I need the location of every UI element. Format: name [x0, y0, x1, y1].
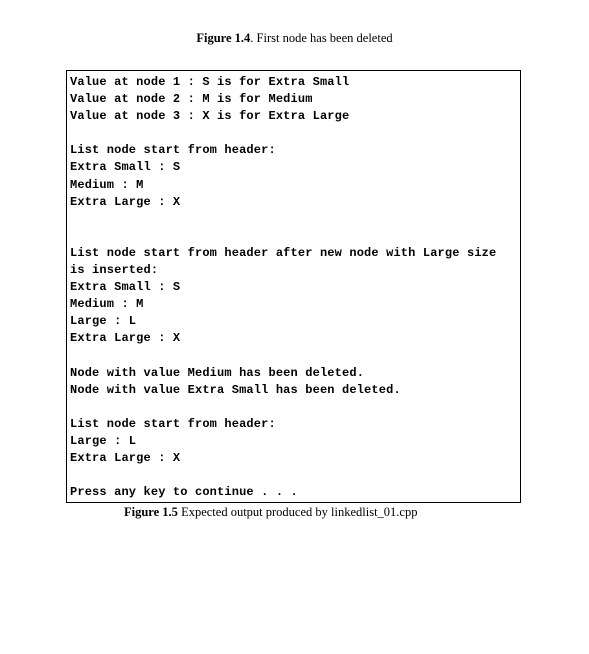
figure-caption-bottom [124, 505, 417, 520]
console-line: Extra Large : X [70, 331, 181, 346]
console-line: Extra Small : S [70, 160, 181, 175]
console-line [70, 228, 520, 245]
console-line: Extra Large : X [70, 451, 181, 466]
figure-label: Figure 1.4 [196, 31, 251, 45]
console-line: Medium : M [70, 177, 144, 192]
console-line: Node with value Extra Small has been deleted. [70, 382, 401, 397]
figure-caption-text: Expected output produced by linkedlist_01.cpp [177, 505, 418, 519]
console-line [70, 348, 520, 365]
console-line [70, 399, 520, 416]
console-line: is inserted: [70, 263, 159, 278]
console-line: List node start from header after new node with Large size [70, 245, 497, 260]
console-line: Press any key to continue . . . [70, 485, 298, 500]
console-line: List node start from header: [70, 416, 276, 431]
console-line: Node with value Medium has been deleted. [70, 365, 365, 380]
console-line [70, 211, 520, 228]
console-line: Extra Small : S [70, 280, 181, 295]
figure-caption-top [0, 31, 589, 46]
figure-caption-text: . First node has been deleted [250, 31, 393, 45]
console-line: Value at node 2 : M is for Medium [70, 92, 313, 107]
console-output [66, 70, 521, 503]
console-line: Large : L [70, 433, 137, 448]
console-line: Value at node 3 : X is for Extra Large [70, 109, 350, 124]
console-line [70, 125, 520, 142]
console-line: Medium : M [70, 297, 144, 312]
console-line: Value at node 1 : S is for Extra Small [70, 75, 350, 89]
console-line [70, 467, 520, 484]
console-line: Extra Large : X [70, 194, 181, 209]
console-line: List node start from header: [70, 143, 276, 158]
console-line: Large : L [70, 314, 137, 329]
figure-label: Figure 1.5 [124, 505, 178, 519]
